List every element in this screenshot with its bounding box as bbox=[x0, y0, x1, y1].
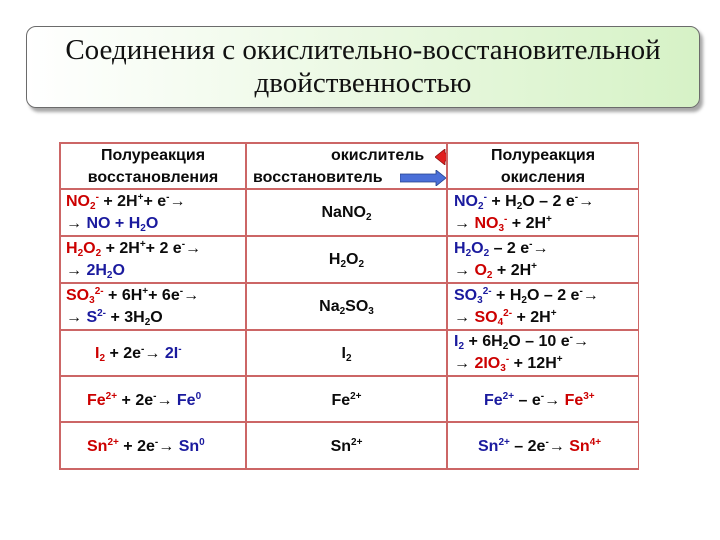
row1-reduction-line2: → NO + $H_2O$ bbox=[66, 215, 159, 234]
row1-reduction-line1: $NO_2^- + 2H^++ e^-\to$ bbox=[66, 192, 186, 212]
row2-reduction-line2: → $2H_2O$ bbox=[66, 262, 125, 281]
row1-reduction bbox=[60, 189, 246, 236]
row5-reduction: $Fe^{2+} + 2e^-\to Fe^0$ bbox=[60, 376, 246, 422]
header-oxidation bbox=[447, 143, 639, 189]
oxidizer-label: окислитель bbox=[331, 147, 425, 164]
row2-reduction bbox=[60, 236, 246, 283]
row2-compound: $H_2O_2$ bbox=[246, 236, 447, 283]
title-line-2: двойственностью bbox=[254, 67, 472, 99]
row3-reduction bbox=[60, 283, 246, 330]
row1-oxidation bbox=[447, 189, 639, 236]
row6-oxidation: $Sn^{2+} - 2e^-\to Sn^{4+}$ bbox=[447, 422, 639, 469]
row1-oxidation-line2: → $NO_3^- + 2H^+$ bbox=[454, 214, 552, 234]
header-oxidation-line2: окисления bbox=[500, 169, 586, 186]
oxidizer-arrow-icon bbox=[435, 149, 447, 165]
row6-reduction: $Sn^{2+} + 2e^-\to Sn^0$ bbox=[60, 422, 246, 469]
header-reduction bbox=[60, 143, 246, 189]
reducer-arrow-icon bbox=[400, 170, 446, 186]
row4-oxidation-line2: → $2IO_3^- + 12H^+$ bbox=[454, 354, 563, 374]
row5-oxidation: $Fe^{2+} - e^-\to Fe^{3+}$ bbox=[447, 376, 639, 422]
redox-table bbox=[59, 142, 639, 470]
row3-reduction-line2: → $S^{2-} + 3H_2O$ bbox=[66, 308, 163, 328]
row5-compound: $Fe^{2+}$ bbox=[246, 376, 447, 422]
title-box bbox=[26, 26, 700, 108]
row2-oxidation bbox=[447, 236, 639, 283]
row4-reduction: $I_2 + 2e^-\to 2I^-$ bbox=[60, 330, 246, 376]
row2-reduction-line1: $H_2O_2 + 2H^++ 2$ e-→ bbox=[66, 239, 202, 259]
header-reduction-line2: восстановления bbox=[87, 169, 219, 186]
row3-compound: $Na_2SO_3$ bbox=[246, 283, 447, 330]
row1-oxidation-line1: $NO_2^- + H_2O - 2$ e-→ bbox=[454, 192, 595, 212]
header-roles bbox=[246, 143, 447, 189]
row3-reduction-line1: $SO_3^{2-} + 6H^++ 6e^-\to$ bbox=[66, 286, 200, 306]
row2-oxidation-line1: $H_2O_2 - 2$ e-→ bbox=[454, 239, 549, 259]
row6-compound: $Sn^{2+}$ bbox=[246, 422, 447, 469]
row4-oxidation-line1: $I_2 + 6H_2O - 10$ e-→ bbox=[454, 332, 589, 352]
row1-compound: NaNO$_2$ bbox=[246, 189, 447, 236]
row3-oxidation-line1: $SO_3^{2-} + H_2O - 2$ e-→ bbox=[454, 286, 599, 306]
row2-oxidation-line2: → $O_2 + 2H^+$ bbox=[454, 261, 537, 281]
header-oxidation-line1: Полуреакция bbox=[490, 147, 596, 164]
row4-oxidation bbox=[447, 330, 639, 376]
row4-compound: $I_2$ bbox=[246, 330, 447, 376]
header-reduction-line1: Полуреакция bbox=[100, 147, 206, 164]
reducer-label: восстановитель bbox=[253, 169, 383, 186]
title-line-1: Соединения с окислительно-восстановительной bbox=[65, 34, 661, 66]
row3-oxidation-line2: → $SO_4^{2-} + 2H^+$ bbox=[454, 308, 557, 328]
row3-oxidation bbox=[447, 283, 639, 330]
